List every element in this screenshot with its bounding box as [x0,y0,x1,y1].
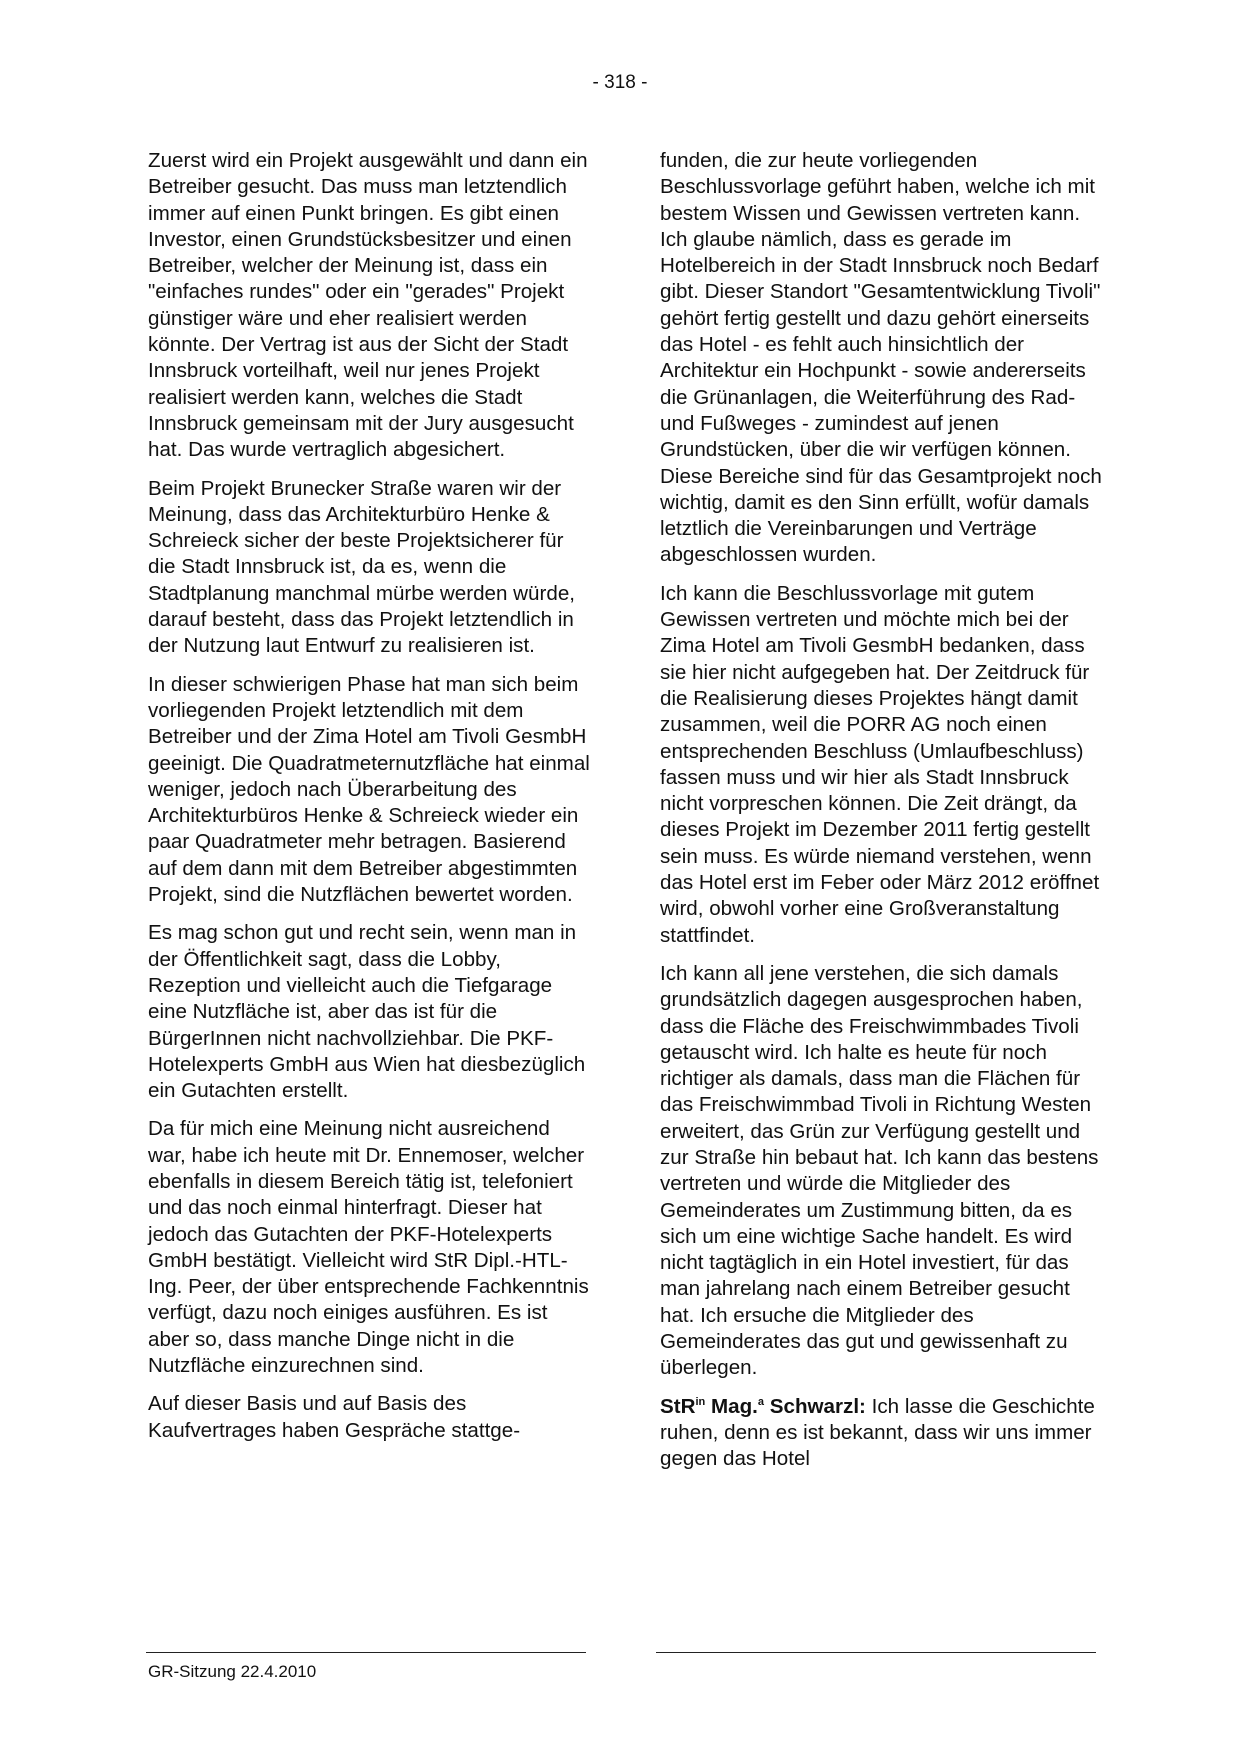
paragraph: Da für mich eine Meinung nicht ausreichend war, habe ich heute mit Dr. Ennemoser, welcher ebenfalls in diesem Bereich tätig ist, telefoniert und das noch einmal hinterfragt. Dieser hat jedoch das Gutachten der PKF-Hotelexperts GmbH bestätigt. Vielleicht wird StR Dipl.-HTL-Ing. Peer, der über entsprechende Fachkenntnis verfügt, dazu noch einiges ausführen. Es ist aber so, dass manche Dinge nicht in die Nutzfläche einzurechnen sind. [148,1117,589,1378]
paragraph: Es mag schon gut und recht sein, wenn man in der Öffentlichkeit sagt, dass die Lobby, Rezeption und vielleicht auch die Tiefgarage eine Nutzfläche ist, aber das ist für die BürgerInnen nicht nachvollziehbar. Die PKF-Hotelexperts GmbH aus Wien hat diesbezüglich ein Gutachten erstellt. [148,921,586,1103]
speaker-name [660,1395,866,1418]
paragraph: Auf dieser Basis und auf Basis des Kaufvertrages haben Gespräche stattge- [148,1392,521,1442]
right-column [660,148,1102,1485]
paragraph: In dieser schwierigen Phase hat man sich beim vorliegenden Projekt letztendlich mit dem Betreiber und der Zima Hotel am Tivoli GesmbH geeinigt. Die Quadratmeternutzfläche hat einmal weniger, jedoch nach Überarbeitung des Architekturbüros Henke & Schreieck wieder ein paar Quadratmeter mehr betragen. Basierend auf dem dann mit dem Betreiber abgestimmten Projekt, sind die Nutzflächen bewertet worden. [148,672,590,907]
footer-session: GR-Sitzung 22.4.2010 [148,1662,317,1681]
speaker-surname: Schwarzl: [769,1394,866,1418]
paragraph: Ich kann die Beschlussvorlage mit gutem Gewissen vertreten und möchte mich bei der Zima Hotel am Tivoli GesmbH bedanken, dass sie hier nicht aufgegeben hat. Der Zeitdruck für die Realisierung dieses Projektes hängt damit zusammen, weil die PORR AG noch einen entsprechenden Beschluss (Umlaufbeschluss) fassen muss und wir hier als Stadt Innsbruck nicht vorpreschen können. Die Zeit drängt, da dieses Projekt im Dezember 2011 fertig gestellt sein muss. Es würde niemand verstehen, wenn das Hotel erst im Feber oder März 2012 eröffnet wird, obwohl vorher eine Großveranstaltung stattfindet. [660,581,1100,947]
speaker-paragraph [660,1394,1102,1473]
speaker-title: Mag. [710,1394,758,1418]
page-number: - 318 - [592,72,648,93]
speaker-prefix: StR [660,1394,696,1418]
speaker-text: Ich lasse die Geschichte ruhen, denn es ist bekannt, dass wir uns immer gegen das Hotel [660,1394,1095,1471]
footer-divider-right [656,1652,1096,1653]
paragraph: Beim Projekt Brunecker Straße waren wir der Meinung, dass das Architekturbüro Henke & Schreieck sicher der beste Projektsicherer für die Stadt Innsbruck ist, da es, wenn die Stadtplanung manchmal mürbe werden würde, darauf besteht, dass das Projekt letztendlich in der Nutzung laut Entwurf zu realisieren ist. [148,476,575,658]
speaker-prefix-sup: in [695,1395,706,1408]
paragraph: funden, die zur heute vorliegenden Beschlussvorlage geführt haben, welche ich mit bestem Wissen und Gewissen vertreten kann. Ich glaube nämlich, dass es gerade im Hotelbereich in der Stadt Innsbruck noch Bedarf gibt. Dieser Standort "Gesamtentwicklung Tivoli" gehört fertig gestellt und dazu gehört einerseits das Hotel - es fehlt auch hinsichtlich der Architektur ein Hochpunkt - sowie andererseits die Grünanlagen, die Weiterführung des Rad- und Fußweges - zumindest auf jenen Grundstücken, über die wir verfügen können. Diese Bereiche sind für das Gesamtprojekt noch wichtig, damit es den Sinn erfüllt, wofür damals letztlich die Vereinbarungen und Verträge abgeschlossen wurden. [660,149,1102,567]
left-column [148,148,590,1456]
paragraph: Ich kann all jene verstehen, die sich damals grundsätzlich dagegen ausgesprochen haben, dass die Fläche des Freischwimmbades Tivoli getauscht wird. Ich halte es heute für noch richtiger als damals, dass man die Flächen für das Freischwimmbad Tivoli in Richtung Westen erweitert, das Grün zur Verfügung gestellt und zur Straße hin bebaut hat. Ich kann das bestens vertreten und würde die Mitglieder des Gemeinderates um Zustimmung bitten, da es sich um eine wichtige Sache handelt. Es wird nicht tagtäglich in ein Hotel investiert, für das man jahrelang nach einem Betreiber gesucht hat. Ich ersuche die Mitglieder des Gemeinderates das gut und gewissenhaft zu überlegen. [660,961,1099,1380]
paragraph: Zuerst wird ein Projekt ausgewählt und dann ein Betreiber gesucht. Das muss man letztendlich immer auf einen Punkt bringen. Es gibt einen Investor, einen Grundstücksbesitzer und einen Betreiber, welcher der Meinung ist, dass ein "einfaches rundes" oder ein "gerades" Projekt günstiger wäre und eher realisiert werden könnte. Der Vertrag ist aus der Sicht der Stadt Innsbruck vorteilhaft, weil nur jenes Projekt realisiert werden kann, welches die Stadt Innsbruck gemeinsam mit der Jury ausgesucht hat. Das wurde vertraglich abgesichert. [148,149,588,462]
footer-divider-left [146,1652,586,1653]
speaker-title-sup: a [757,1395,765,1408]
